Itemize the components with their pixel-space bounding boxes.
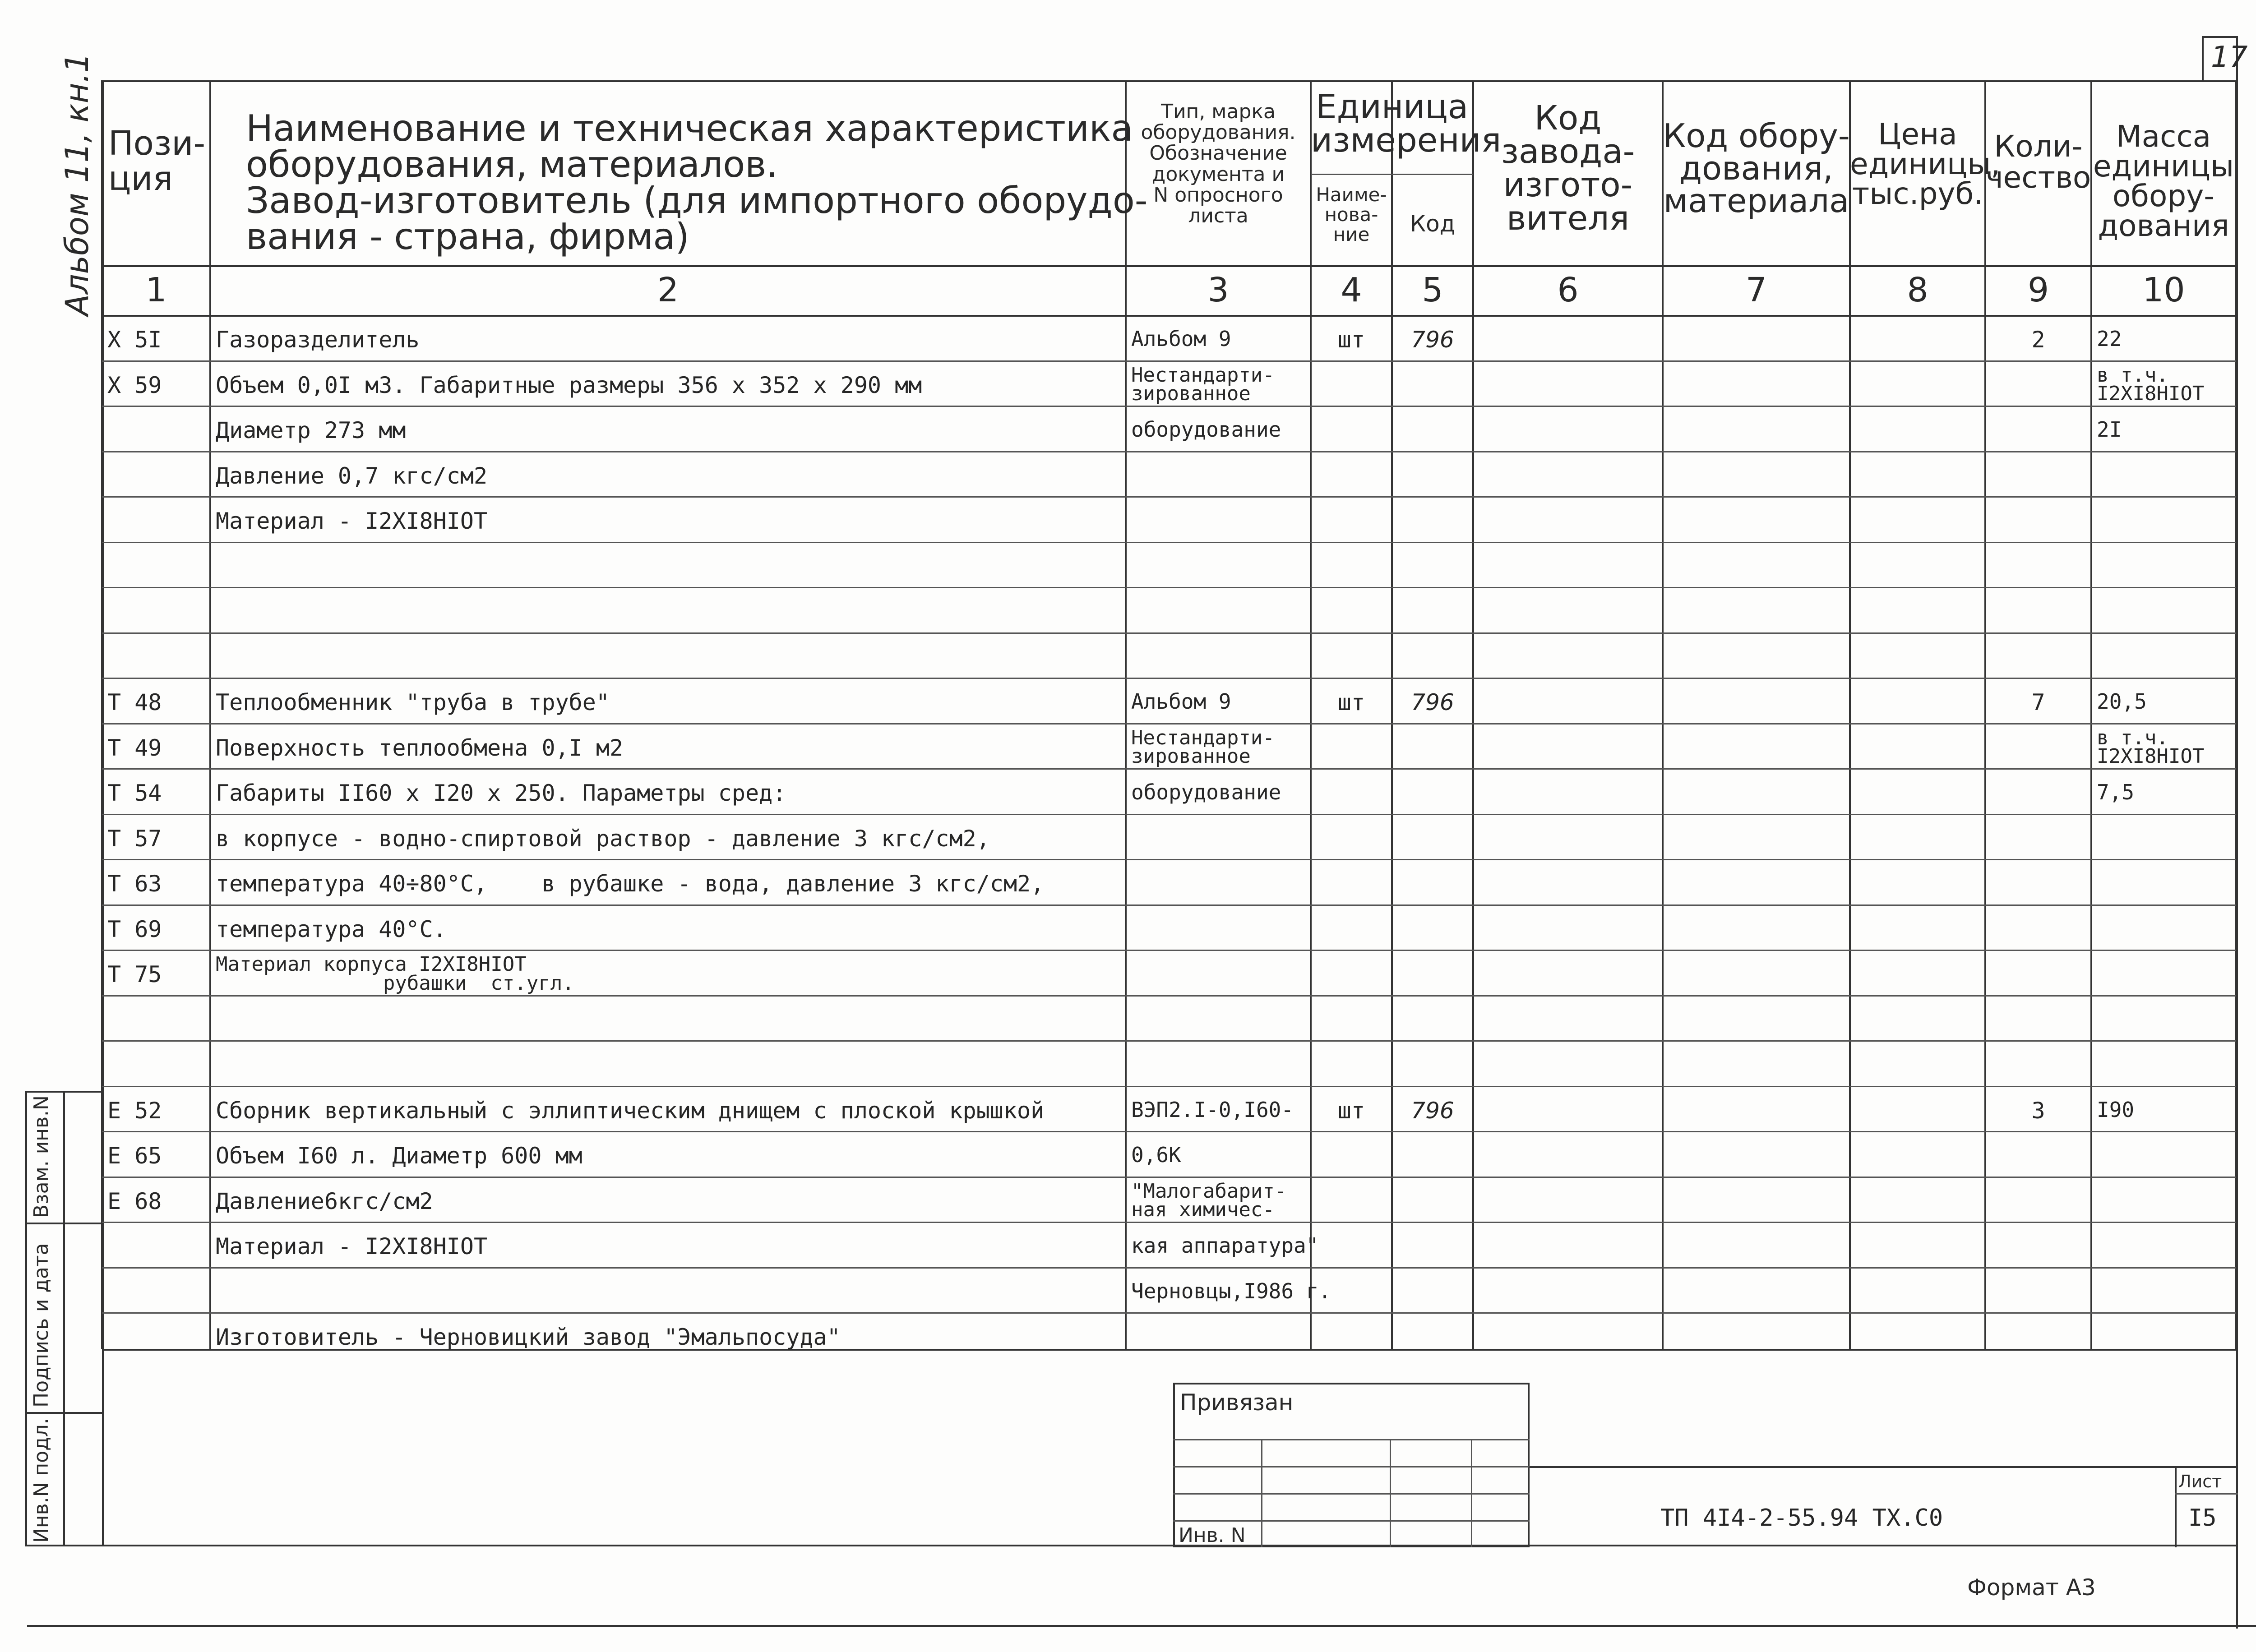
- stamp-inv: Инв. N: [1179, 1524, 1246, 1547]
- row-position: X 59: [107, 372, 162, 398]
- row-mass: 20,5: [2097, 689, 2147, 714]
- row-position: Е 52: [107, 1097, 162, 1124]
- row-type: Альбом 9: [1131, 327, 1231, 351]
- row-position: Т 63: [107, 871, 162, 897]
- column-number: 2: [657, 271, 679, 309]
- row-unit: шт: [1337, 327, 1365, 353]
- row-unit-code: 796: [1411, 1097, 1454, 1124]
- side-label-signature: Подпись и дата: [30, 1243, 53, 1407]
- row-quantity: 3: [2031, 1097, 2045, 1124]
- column-number: 6: [1557, 271, 1579, 309]
- row-type: ВЭП2.I-0,I60-: [1131, 1097, 1294, 1122]
- row-type: оборудование: [1131, 417, 1281, 442]
- header-equipment-code: Код обору- дования, материала: [1663, 117, 1850, 220]
- sheet-label: Лист: [2178, 1472, 2222, 1491]
- row-name: Диаметр 273 мм: [216, 417, 406, 443]
- row-position: Т 54: [107, 780, 162, 806]
- album-note: Альбом 11, кн.1: [59, 52, 96, 316]
- row-name: температура 40°С.: [216, 916, 447, 942]
- row-mass: 7,5: [2097, 780, 2135, 804]
- row-type: Нестандарти- зированное: [1131, 363, 1275, 406]
- header-plant-code: Код завода- изгото- вителя: [1501, 99, 1635, 238]
- stamp-privyazan: Привязан: [1180, 1389, 1294, 1416]
- row-name: Давление 0,7 кгс/см2: [216, 462, 488, 489]
- row-unit-code: 796: [1411, 327, 1454, 353]
- column-number: 10: [2142, 271, 2185, 309]
- column-number: 1: [145, 271, 167, 309]
- column-number: 7: [1745, 271, 1767, 309]
- row-position: Т 69: [107, 916, 162, 942]
- header-price: Цена единицы, тыс.руб.: [1850, 117, 2001, 211]
- row-type: Черновцы,I986 г.: [1131, 1278, 1331, 1303]
- sheet-number: I5: [2188, 1504, 2217, 1532]
- row-mass: I90: [2097, 1097, 2135, 1122]
- row-type: "Малогабарит- ная химичес-: [1131, 1179, 1287, 1222]
- column-number: 5: [1422, 271, 1443, 309]
- header-mass: Масса единицы обору- дования: [2093, 119, 2234, 243]
- row-mass: 2I: [2097, 417, 2122, 442]
- column-number: 9: [2027, 271, 2049, 309]
- row-name: Изготовитель - Черновицкий завод "Эмальпосуда": [216, 1324, 841, 1350]
- row-type: 0,6К: [1131, 1143, 1181, 1167]
- row-name: Газоразделитель: [216, 327, 420, 353]
- row-name: Габариты II60 х I20 х 250. Параметры сред:: [216, 780, 786, 806]
- row-position: Т 75: [107, 961, 162, 988]
- row-name: Материал - I2XI8HIOT: [216, 508, 488, 534]
- column-number: 3: [1207, 271, 1229, 309]
- row-name: температура 40÷80°С, в рубашке - вода, давление 3 кгс/см2,: [216, 871, 1045, 897]
- row-unit: шт: [1337, 689, 1365, 715]
- header-type: Тип, марка оборудования. Обозначение документа и N опросного листа: [1141, 100, 1296, 227]
- row-name: Материал - I2XI8HIOT: [216, 1233, 488, 1260]
- row-type: Альбом 9: [1131, 689, 1231, 714]
- row-mass: 22: [2097, 327, 2122, 351]
- header-unit-name: Наиме- нова- ние: [1316, 184, 1387, 246]
- row-quantity: 2: [2031, 327, 2045, 353]
- row-name: в корпусе - водно-спиртовой раствор - давление 3 кгс/см2,: [216, 825, 990, 852]
- document-code: ТП 4I4-2-55.94 ТХ.С0: [1660, 1504, 1943, 1532]
- row-quantity: 7: [2031, 689, 2045, 715]
- row-name: Объем I60 л. Диаметр 600 мм: [216, 1143, 582, 1169]
- row-name: Сборник вертикальный с эллиптическим днищем с плоской крышкой: [216, 1097, 1045, 1124]
- row-unit-code: 796: [1411, 689, 1454, 715]
- paper-format: Формат А3: [1967, 1574, 2096, 1601]
- row-unit: шт: [1337, 1097, 1365, 1124]
- header-quantity: Коли- чество: [1985, 129, 2091, 195]
- row-name: Поверхность теплообмена 0,I м2: [216, 734, 624, 761]
- row-type: оборудование: [1131, 780, 1281, 804]
- page-mark: 17: [2211, 41, 2248, 74]
- column-number: 8: [1907, 271, 1928, 309]
- row-name: Теплообменник "труба в трубе": [216, 689, 610, 715]
- row-mass: в т.ч. I2XI8HIOT: [2097, 726, 2205, 768]
- row-name: Давление6кгс/см2: [216, 1188, 433, 1214]
- row-position: Е 68: [107, 1188, 162, 1214]
- row-position: Т 57: [107, 825, 162, 852]
- header-unit-code: Код: [1410, 211, 1456, 237]
- row-position: Т 49: [107, 734, 162, 761]
- row-type: Нестандарти- зированное: [1131, 726, 1275, 768]
- row-position: X 5I: [107, 327, 162, 353]
- header-name: Наименование и техническая характеристика оборудования, материалов. Завод-изготовитель (для импортного оборудо- вания - страна, фирма): [246, 107, 1148, 258]
- row-position: Т 48: [107, 689, 162, 715]
- header-unit-group: Единица измерения: [1311, 88, 1502, 160]
- row-position: Е 65: [107, 1143, 162, 1169]
- row-mass: в т.ч. I2XI8HIOT: [2097, 363, 2205, 406]
- side-label-inventory: Инв.N подл.: [30, 1418, 53, 1543]
- column-number: 4: [1341, 271, 1362, 309]
- side-label-replace: Взам. инв.N: [30, 1095, 53, 1218]
- row-name: Объем 0,0I м3. Габаритные размеры 356 х 352 х 290 мм: [216, 372, 922, 398]
- row-name: Материал корпуса I2XI8HIOT рубашки ст.угл.: [216, 953, 574, 995]
- row-type: кая аппаратура": [1131, 1233, 1319, 1258]
- header-position: Пози- ция: [108, 124, 206, 198]
